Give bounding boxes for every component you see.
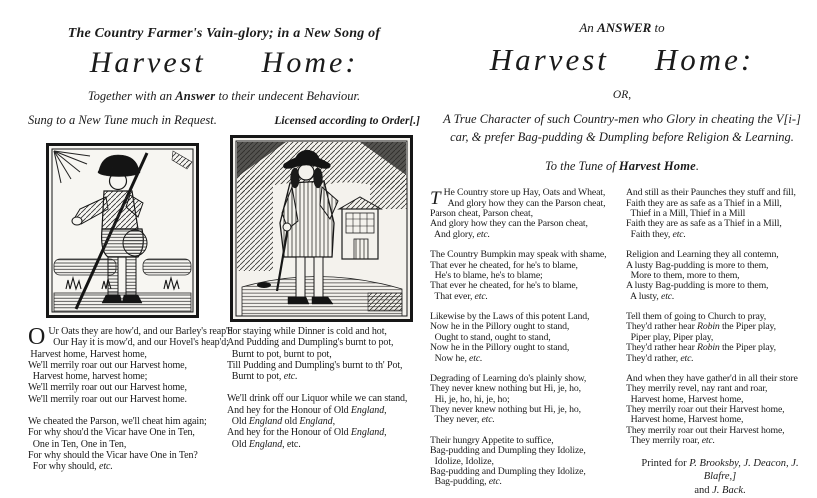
verse-line: And Pudding and Dumpling's burnt to pot,	[227, 337, 394, 349]
verse-line: Old England, etc.	[227, 438, 301, 450]
subtitle-post: to their undecent Behaviour.	[215, 89, 361, 103]
verse	[626, 250, 814, 302]
verse-line: A lusty Bag-pudding is more to them,	[626, 259, 769, 271]
verse-line: Harvest home, harvest home;	[28, 371, 148, 383]
verse-line: Harvest home, Harvest home,	[626, 414, 744, 426]
verse	[430, 312, 618, 364]
verse-line: For staying while Dinner is cold and hot,	[227, 326, 387, 337]
answer-verse-column-1	[430, 188, 618, 497]
left-verse-column-2	[227, 326, 420, 484]
subtitle-bold: Answer	[175, 89, 216, 103]
verse-line: Thief in a Mill, Thief in a Mill	[626, 208, 746, 219]
verse-line: And glory how they can the Parson cheat,	[430, 218, 588, 230]
imprint-line-2: and J. Back.	[694, 484, 746, 496]
verse-line: Degrading of Learning do's plainly show,	[430, 372, 587, 384]
verse-line: More to them, more to them,	[626, 269, 740, 281]
verse-line: And hey for the Honour of Old England,	[227, 427, 387, 439]
verse-line: That ever he cheated, for he's to blame,	[430, 280, 578, 292]
verse-line: They'd rather hear Robin the Piper play,	[626, 321, 776, 333]
verse-line: Bag-pudding and Dumpling they Idolize,	[430, 445, 586, 457]
verse-line: We'll merrily roar out our Harvest home.	[28, 393, 187, 405]
left-page	[28, 26, 420, 484]
verse-line: And when they have gather'd in all their store	[626, 372, 798, 384]
woodcut-row	[46, 135, 420, 322]
verse-line: Likewise by the Laws of this potent Land,	[430, 311, 590, 322]
verse-line: We'll merrily roar out our Harvest home,	[28, 382, 187, 394]
answer-verse-column-2-verses	[626, 188, 814, 446]
answer-tune-bold: Harvest Home	[618, 159, 696, 174]
verse-line: For why should, etc.	[28, 461, 113, 473]
verse-line: They merrily revel, nay rant and roar,	[626, 383, 768, 395]
verse-line: He Country store up Hay, Oats and Wheat,	[443, 187, 606, 199]
verse-line: Idolize, Idolize,	[430, 455, 494, 467]
drop-cap: T	[430, 188, 441, 210]
verse-line: Faith they, etc.	[626, 228, 686, 240]
verse-line: That ever he cheated, for he's to blame,	[430, 259, 578, 271]
woodcut-farmer-icon	[46, 143, 199, 318]
verse-line: They never, etc.	[430, 414, 495, 426]
character-line-2: car, & prefer Bag-pudding & Dumpling before Religion & Learning.	[450, 130, 794, 145]
answer-page	[430, 20, 814, 498]
left-verse-column-1	[28, 324, 233, 484]
verse-line: Till Pudding and Dumpling's burnt to th' Pot,	[227, 359, 403, 371]
tune-direction: Sung to a New Tune much in Request.	[28, 113, 217, 127]
title-word-home: Home:	[261, 46, 359, 79]
answer-tune-pre: To the Tune of	[544, 159, 619, 174]
verse-line: Parson cheat, Parson cheat,	[430, 208, 533, 219]
verse-line: We'll merrily roar out our Harvest home,	[28, 359, 187, 371]
verse-line: That ever, etc.	[430, 290, 488, 302]
character-line-1: A True Character of such Country-men who Glory in cheating the V[i-]	[443, 112, 801, 126]
verse-line: And still as their Paunches they stuff and fill,	[626, 187, 796, 199]
verse-line: A lusty, etc.	[626, 290, 675, 302]
verse-line: Burnt to pot, etc.	[227, 371, 298, 383]
or-label: OR,	[612, 89, 632, 101]
answer-tune-post: .	[695, 159, 700, 174]
verse-line: We cheated the Parson, we'll cheat him again;	[28, 416, 207, 428]
verse-line: Burnt to pot, burnt to pot,	[227, 348, 332, 360]
license-note: Licensed according to Order[.]	[274, 115, 420, 127]
answer-kicker-bold: ANSWER	[597, 20, 652, 35]
verse-line: Bag-pudding, etc.	[430, 476, 502, 488]
drop-cap: O	[28, 324, 46, 350]
verse-line: Now he, etc.	[430, 352, 483, 364]
verse-line: And hey for the Honour of Old England,	[227, 404, 387, 416]
answer-kicker-post: to	[651, 20, 665, 35]
woodcut-gentleman-icon	[230, 135, 413, 322]
verse-line: They merrily roar, etc.	[626, 435, 715, 447]
verse-line: The Country Bumpkin may speak with shame,	[430, 249, 607, 261]
verse-line: Ought to stand, ought to stand,	[430, 331, 551, 343]
answer-verse-column-2	[626, 188, 814, 497]
verse	[28, 324, 233, 405]
verse-line: They never knew nothing but Hi, je, ho,	[430, 383, 581, 395]
verse-line: He's to blame, he's to blame;	[430, 269, 543, 281]
answer-kicker	[430, 20, 814, 36]
answer-verse-columns	[430, 188, 814, 497]
verse-line: They'd rather hear Robin the Piper play,	[626, 342, 776, 354]
title-word-harvest: Harvest	[89, 46, 206, 79]
verse-line: One in Ten, One in Ten,	[28, 438, 127, 450]
verse-line: Faith they are as safe as a Thief in a Mill,	[626, 218, 782, 230]
verse-line: Now he in the Pillory ought to stand,	[430, 321, 570, 333]
verse-line: They never knew nothing but Hi, je, ho,	[430, 404, 581, 415]
answer-title-word-harvest: Harvest	[489, 42, 609, 77]
verse-line: For why shou'd the Vicar have One in Ten,	[28, 427, 195, 439]
verse-line: Religion and Learning they all contemn,	[626, 249, 779, 261]
verse-line: Harvest home, Harvest home,	[28, 348, 147, 360]
verse-line: They merrily roar out their Harvest home,	[626, 424, 785, 436]
verse-line: And glory, etc.	[430, 228, 490, 240]
verse-line: Faith they are as safe as a Thief in a Mill,	[626, 197, 782, 209]
subtitle-pre: Together with an	[87, 89, 176, 103]
verse-line: Old England old England,	[227, 416, 335, 428]
verse-line: And glory how they can the Parson cheat,	[443, 197, 606, 209]
character-description	[430, 110, 814, 146]
verse	[430, 250, 618, 302]
verse	[626, 312, 814, 364]
answer-tune-direction	[430, 159, 814, 174]
left-verse-columns	[28, 326, 420, 484]
verse-line: Piper play, Piper play,	[626, 331, 714, 343]
verse	[430, 436, 618, 488]
left-subtitle	[28, 89, 420, 104]
verse-line: Bag-pudding and Dumpling they Idolize,	[430, 465, 586, 477]
imprint-line-1: Printed for P. Brooksby, J. Deacon, J. Blafre,]	[641, 457, 799, 483]
verse	[430, 188, 618, 240]
verse-line: Our Hay it is mow'd, and our Hovel's heap'd;	[48, 337, 229, 349]
answer-title-word-home: Home:	[654, 42, 755, 77]
verse-line: A lusty Bag-pudding is more to them,	[626, 280, 769, 292]
verse-line: They merrily roar out their Harvest home,	[626, 404, 785, 415]
answer-main-title	[430, 42, 814, 78]
verse-line: Harvest home, Harvest home,	[626, 393, 744, 405]
verse	[227, 393, 420, 449]
verse-line: Hi, je, ho, hi, je, ho;	[430, 393, 510, 405]
verse	[28, 416, 221, 472]
verse-line: For why should the Vicar have One in Ten?	[28, 449, 198, 461]
verse-line: We'll drink off our Liquor while we can stand,	[227, 393, 408, 405]
verse-line: Ur Oats they are how'd, and our Barley's reap'd	[48, 326, 233, 337]
answer-kicker-pre: An	[579, 20, 598, 35]
verse-line: They'd rather, etc.	[626, 352, 694, 364]
verse-line: Tell them of going to Church to pray,	[626, 311, 767, 322]
tune-license-row	[28, 113, 420, 128]
left-main-title	[28, 46, 420, 80]
verse	[430, 374, 618, 426]
verse	[626, 188, 814, 240]
verse-line: Now he in the Pillory ought to stand,	[430, 342, 570, 354]
left-kicker: The Country Farmer's Vain-glory; in a New Song of	[67, 26, 381, 41]
verse	[227, 326, 420, 382]
verse-line: Their hungry Appetite to suffice,	[430, 434, 554, 446]
verse	[626, 374, 814, 447]
imprint	[626, 457, 814, 498]
